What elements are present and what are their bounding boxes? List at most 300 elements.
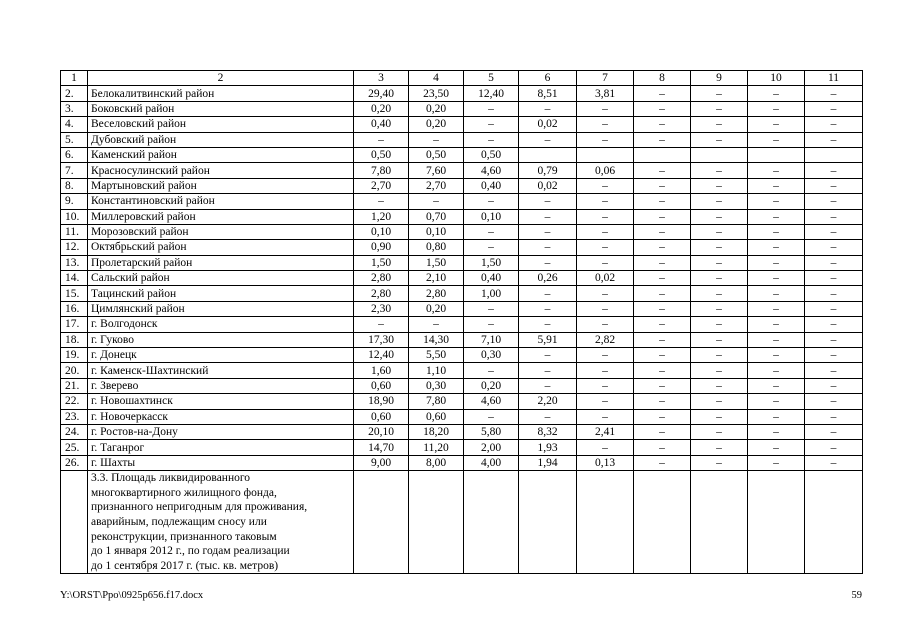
table-cell: – xyxy=(577,117,634,132)
table-cell: – xyxy=(464,224,519,239)
table-cell: 0,02 xyxy=(519,178,577,193)
table-cell: – xyxy=(691,348,748,363)
data-table xyxy=(60,70,863,574)
table-cell: 29,40 xyxy=(354,86,409,101)
table-cell: – xyxy=(634,163,691,178)
table-cell: – xyxy=(634,255,691,270)
table-cell: – xyxy=(691,301,748,316)
table-cell: – xyxy=(748,240,805,255)
table-cell: 18,90 xyxy=(354,394,409,409)
table-cell: – xyxy=(805,209,863,224)
table-cell: – xyxy=(748,455,805,470)
table-cell: – xyxy=(634,394,691,409)
table-cell: – xyxy=(634,132,691,147)
table-cell: – xyxy=(805,255,863,270)
table-cell: 5,50 xyxy=(409,348,464,363)
table-cell xyxy=(354,471,409,574)
table-cell: 3,81 xyxy=(577,86,634,101)
row-name: Мартыновский район xyxy=(88,178,354,193)
table-cell: – xyxy=(519,409,577,424)
table-cell: – xyxy=(519,378,577,393)
table-cell: – xyxy=(748,424,805,439)
table-cell: 1,10 xyxy=(409,363,464,378)
row-number: 7. xyxy=(61,163,88,178)
table-cell: – xyxy=(691,378,748,393)
table-header-row xyxy=(61,71,863,86)
row-number: 6. xyxy=(61,147,88,162)
table-cell: – xyxy=(748,86,805,101)
column-header: 6 xyxy=(519,71,577,86)
table-row xyxy=(61,86,863,101)
table-cell: 7,80 xyxy=(354,163,409,178)
table-cell: – xyxy=(464,101,519,116)
table-cell: – xyxy=(464,132,519,147)
row-number: 22. xyxy=(61,394,88,409)
table-cell: – xyxy=(464,117,519,132)
row-name: г. Таганрог xyxy=(88,440,354,455)
table-cell: – xyxy=(691,178,748,193)
table-cell: – xyxy=(464,301,519,316)
table-cell: 7,60 xyxy=(409,163,464,178)
column-header: 4 xyxy=(409,71,464,86)
table-cell: – xyxy=(519,240,577,255)
table-cell xyxy=(519,147,577,162)
table-cell: 0,10 xyxy=(464,209,519,224)
table-cell: 1,94 xyxy=(519,455,577,470)
table-cell: – xyxy=(748,101,805,116)
table-cell: – xyxy=(519,209,577,224)
table-cell: 2,80 xyxy=(354,271,409,286)
table-cell: – xyxy=(805,132,863,147)
table-cell: – xyxy=(748,224,805,239)
table-cell: – xyxy=(577,301,634,316)
table-row xyxy=(61,271,863,286)
table-cell xyxy=(409,471,464,574)
table-cell: – xyxy=(577,101,634,116)
row-name: Белокалитвинский район xyxy=(88,86,354,101)
table-cell: 7,80 xyxy=(409,394,464,409)
table-row xyxy=(61,455,863,470)
table-cell: – xyxy=(519,348,577,363)
table-cell: – xyxy=(748,440,805,455)
table-cell: 0,13 xyxy=(577,455,634,470)
table-cell: – xyxy=(634,455,691,470)
row-name: Дубовский район xyxy=(88,132,354,147)
table-cell: 4,60 xyxy=(464,163,519,178)
table-cell: – xyxy=(634,424,691,439)
table-cell: – xyxy=(748,378,805,393)
table-cell xyxy=(634,147,691,162)
table-cell xyxy=(748,147,805,162)
table-cell: – xyxy=(805,194,863,209)
table-cell: – xyxy=(634,301,691,316)
table-cell: 0,79 xyxy=(519,163,577,178)
table-cell: 0,40 xyxy=(464,178,519,193)
row-name: Каменский район xyxy=(88,147,354,162)
table-cell: 0,20 xyxy=(409,117,464,132)
table-cell: 2,80 xyxy=(354,286,409,301)
table-row xyxy=(61,255,863,270)
table-cell: – xyxy=(519,286,577,301)
row-number: 5. xyxy=(61,132,88,147)
table-cell: – xyxy=(748,163,805,178)
table-cell: – xyxy=(519,101,577,116)
table-cell: 0,60 xyxy=(354,378,409,393)
row-name: Красносулинский район xyxy=(88,163,354,178)
table-cell: 2,00 xyxy=(464,440,519,455)
table-cell: – xyxy=(577,194,634,209)
table-cell: – xyxy=(748,348,805,363)
table-cell: – xyxy=(519,301,577,316)
table-cell: 1,50 xyxy=(409,255,464,270)
table-cell: – xyxy=(748,117,805,132)
table-cell: – xyxy=(748,271,805,286)
table-cell: – xyxy=(691,424,748,439)
table-cell: 2,41 xyxy=(577,424,634,439)
table-cell: – xyxy=(805,163,863,178)
table-cell xyxy=(577,147,634,162)
table-cell: – xyxy=(409,132,464,147)
row-number: 21. xyxy=(61,378,88,393)
table-cell: 1,50 xyxy=(464,255,519,270)
table-cell: – xyxy=(691,255,748,270)
row-name: Цимлянский район xyxy=(88,301,354,316)
table-row xyxy=(61,240,863,255)
table-row xyxy=(61,147,863,162)
file-path: Y:\ORST\Ppo\0925p656.f17.docx xyxy=(60,590,204,601)
table-cell: 2,70 xyxy=(354,178,409,193)
table-cell: – xyxy=(634,101,691,116)
row-number: 19. xyxy=(61,348,88,363)
table-cell: – xyxy=(577,378,634,393)
table-cell: – xyxy=(691,440,748,455)
column-header: 7 xyxy=(577,71,634,86)
column-header: 1 xyxy=(61,71,88,86)
table-cell: – xyxy=(634,86,691,101)
row-name: Пролетарский район xyxy=(88,255,354,270)
row-name: г. Ростов-на-Дону xyxy=(88,424,354,439)
table-cell: 0,70 xyxy=(409,209,464,224)
table-cell: – xyxy=(748,301,805,316)
table-cell: – xyxy=(634,209,691,224)
table-cell: – xyxy=(805,440,863,455)
table-cell: – xyxy=(634,348,691,363)
table-cell: – xyxy=(354,132,409,147)
table-cell: 5,80 xyxy=(464,424,519,439)
table-cell: 9,00 xyxy=(354,455,409,470)
table-cell: – xyxy=(409,317,464,332)
table-row xyxy=(61,178,863,193)
row-name: Сальский район xyxy=(88,271,354,286)
table-cell: – xyxy=(748,255,805,270)
table-cell: 1,00 xyxy=(464,286,519,301)
table-cell: – xyxy=(691,317,748,332)
table-cell: – xyxy=(805,178,863,193)
table-row xyxy=(61,332,863,347)
table-row xyxy=(61,101,863,116)
row-number: 15. xyxy=(61,286,88,301)
table-cell: 1,50 xyxy=(354,255,409,270)
table-cell: – xyxy=(748,363,805,378)
table-cell: – xyxy=(805,348,863,363)
table-cell: – xyxy=(634,240,691,255)
row-number: 12. xyxy=(61,240,88,255)
table-row xyxy=(61,209,863,224)
table-cell xyxy=(748,471,805,574)
table-cell: – xyxy=(691,409,748,424)
table-cell: 0,20 xyxy=(409,101,464,116)
table-cell: – xyxy=(519,317,577,332)
row-number: 26. xyxy=(61,455,88,470)
table-cell: – xyxy=(691,240,748,255)
table-cell: 18,20 xyxy=(409,424,464,439)
table-cell: – xyxy=(805,363,863,378)
table-cell: – xyxy=(634,224,691,239)
table-row xyxy=(61,440,863,455)
row-name: г. Волгодонск xyxy=(88,317,354,332)
table-cell: – xyxy=(519,224,577,239)
row-name: Морозовский район xyxy=(88,224,354,239)
row-name: г. Каменск-Шахтинский xyxy=(88,363,354,378)
table-cell: 1,20 xyxy=(354,209,409,224)
page-number: 59 xyxy=(851,590,862,601)
table-cell: 11,20 xyxy=(409,440,464,455)
table-cell: – xyxy=(634,286,691,301)
table-cell: – xyxy=(577,317,634,332)
table-cell: 0,90 xyxy=(354,240,409,255)
row-number: 16. xyxy=(61,301,88,316)
table-body xyxy=(61,71,863,574)
table-cell: – xyxy=(519,194,577,209)
row-name: Октябрьский район xyxy=(88,240,354,255)
table-cell: 5,91 xyxy=(519,332,577,347)
table-cell: – xyxy=(577,132,634,147)
row-name: г. Шахты xyxy=(88,455,354,470)
table-cell: 8,51 xyxy=(519,86,577,101)
table-cell: – xyxy=(691,132,748,147)
table-cell: – xyxy=(805,455,863,470)
table-cell: 2,10 xyxy=(409,271,464,286)
row-number: 18. xyxy=(61,332,88,347)
table-cell: 4,60 xyxy=(464,394,519,409)
table-cell: – xyxy=(577,209,634,224)
table-cell xyxy=(691,471,748,574)
table-cell: – xyxy=(748,286,805,301)
row-number: 3. xyxy=(61,101,88,116)
table-cell: – xyxy=(519,255,577,270)
table-cell xyxy=(634,471,691,574)
column-header: 9 xyxy=(691,71,748,86)
table-cell: 8,32 xyxy=(519,424,577,439)
table-row xyxy=(61,301,863,316)
table-cell: – xyxy=(805,224,863,239)
table-cell: 2,20 xyxy=(519,394,577,409)
table-cell xyxy=(519,471,577,574)
table-cell: 12,40 xyxy=(464,86,519,101)
column-header: 5 xyxy=(464,71,519,86)
table-cell: 4,00 xyxy=(464,455,519,470)
table-row xyxy=(61,394,863,409)
row-name: Константиновский район xyxy=(88,194,354,209)
table-cell: 1,93 xyxy=(519,440,577,455)
column-header: 3 xyxy=(354,71,409,86)
table-cell: – xyxy=(577,240,634,255)
row-name: Миллеровский район xyxy=(88,209,354,224)
table-cell: – xyxy=(464,317,519,332)
table-cell: – xyxy=(805,86,863,101)
table-cell: 2,30 xyxy=(354,301,409,316)
table-cell: – xyxy=(805,424,863,439)
row-number: 14. xyxy=(61,271,88,286)
table-cell: – xyxy=(634,194,691,209)
table-cell: – xyxy=(519,132,577,147)
table-cell: 0,50 xyxy=(409,147,464,162)
table-cell: 0,30 xyxy=(464,348,519,363)
table-cell: 2,70 xyxy=(409,178,464,193)
table-cell: – xyxy=(805,317,863,332)
table-cell: – xyxy=(748,209,805,224)
row-number: 13. xyxy=(61,255,88,270)
column-header: 8 xyxy=(634,71,691,86)
table-cell: – xyxy=(577,363,634,378)
table-cell: 0,20 xyxy=(409,301,464,316)
row-number: 20. xyxy=(61,363,88,378)
table-row xyxy=(61,363,863,378)
column-header: 2 xyxy=(88,71,354,86)
table-cell: 1,60 xyxy=(354,363,409,378)
table-cell: – xyxy=(634,317,691,332)
table-cell: – xyxy=(577,255,634,270)
table-cell: – xyxy=(748,194,805,209)
table-cell: 14,30 xyxy=(409,332,464,347)
table-row xyxy=(61,117,863,132)
table-cell: – xyxy=(409,194,464,209)
table-cell: – xyxy=(748,178,805,193)
table-cell: – xyxy=(634,363,691,378)
table-cell xyxy=(464,471,519,574)
table-row xyxy=(61,224,863,239)
table-cell: 0,02 xyxy=(519,117,577,132)
table-cell: – xyxy=(748,132,805,147)
table-cell: 0,26 xyxy=(519,271,577,286)
row-name: г. Новошахтинск xyxy=(88,394,354,409)
row-number: 2. xyxy=(61,86,88,101)
table-cell xyxy=(691,147,748,162)
table-cell: 2,80 xyxy=(409,286,464,301)
table-cell: – xyxy=(634,440,691,455)
table-cell: 0,20 xyxy=(354,101,409,116)
table-row xyxy=(61,194,863,209)
row-number: 11. xyxy=(61,224,88,239)
table-cell: 17,30 xyxy=(354,332,409,347)
table-cell: 20,10 xyxy=(354,424,409,439)
row-number: 24. xyxy=(61,424,88,439)
table-cell: 12,40 xyxy=(354,348,409,363)
table-cell: – xyxy=(805,101,863,116)
table-cell: – xyxy=(691,271,748,286)
table-cell: – xyxy=(691,101,748,116)
table-cell: – xyxy=(691,117,748,132)
table-row xyxy=(61,317,863,332)
table-cell: 0,02 xyxy=(577,271,634,286)
row-name: г. Новочеркасск xyxy=(88,409,354,424)
table-cell: 14,70 xyxy=(354,440,409,455)
table-cell: 0,20 xyxy=(464,378,519,393)
table-cell: – xyxy=(464,240,519,255)
table-cell: – xyxy=(577,286,634,301)
table-cell: 7,10 xyxy=(464,332,519,347)
note-row xyxy=(61,471,863,574)
table-cell: – xyxy=(634,178,691,193)
column-header: 10 xyxy=(748,71,805,86)
table-cell: – xyxy=(748,332,805,347)
table-cell: – xyxy=(805,409,863,424)
table-cell: – xyxy=(805,301,863,316)
table-cell: – xyxy=(691,363,748,378)
table-row xyxy=(61,163,863,178)
row-name: г. Гуково xyxy=(88,332,354,347)
table-row xyxy=(61,286,863,301)
table-row xyxy=(61,378,863,393)
table-cell: – xyxy=(634,378,691,393)
table-cell xyxy=(805,147,863,162)
table-cell: – xyxy=(805,286,863,301)
row-number: 9. xyxy=(61,194,88,209)
row-number: 8. xyxy=(61,178,88,193)
table-cell: – xyxy=(577,224,634,239)
table-cell: – xyxy=(577,440,634,455)
table-cell: – xyxy=(805,240,863,255)
table-cell: 23,50 xyxy=(409,86,464,101)
row-name: Боковский район xyxy=(88,101,354,116)
row-name: г. Зверево xyxy=(88,378,354,393)
row-number: 25. xyxy=(61,440,88,455)
column-header: 11 xyxy=(805,71,863,86)
table-cell: – xyxy=(748,317,805,332)
table-cell: – xyxy=(634,271,691,286)
row-name: Тацинский район xyxy=(88,286,354,301)
table-cell: – xyxy=(691,209,748,224)
table-cell: – xyxy=(748,409,805,424)
table-cell: – xyxy=(691,224,748,239)
table-cell xyxy=(61,471,88,574)
table-cell: – xyxy=(691,455,748,470)
table-cell: – xyxy=(691,286,748,301)
table-cell: 8,00 xyxy=(409,455,464,470)
table-cell: – xyxy=(634,117,691,132)
table-cell: 0,50 xyxy=(464,147,519,162)
table-cell: 0,60 xyxy=(409,409,464,424)
table-cell: – xyxy=(464,194,519,209)
table-row xyxy=(61,424,863,439)
table-cell: – xyxy=(691,394,748,409)
table-cell: – xyxy=(464,409,519,424)
table-cell: 0,40 xyxy=(354,117,409,132)
table-cell: 0,10 xyxy=(409,224,464,239)
table-cell: – xyxy=(577,409,634,424)
table-cell: – xyxy=(577,348,634,363)
table-cell: 0,50 xyxy=(354,147,409,162)
table-cell: – xyxy=(805,332,863,347)
table-cell: – xyxy=(691,332,748,347)
table-cell: – xyxy=(577,178,634,193)
note-text: 3.3. Площадь ликвидированного многоквартирного жилищного фонда, признанного непригодным для проживания, аварийным, подлежащим сносу или реконструкции, признанного таковым до 1 января 2012 г., по годам реализации до 1 сентября 2017 г. (тыс. кв. метров) xyxy=(91,472,308,572)
table-cell: – xyxy=(805,378,863,393)
table-cell: – xyxy=(691,163,748,178)
table-cell: – xyxy=(577,394,634,409)
table-cell: – xyxy=(634,409,691,424)
table-row xyxy=(61,409,863,424)
